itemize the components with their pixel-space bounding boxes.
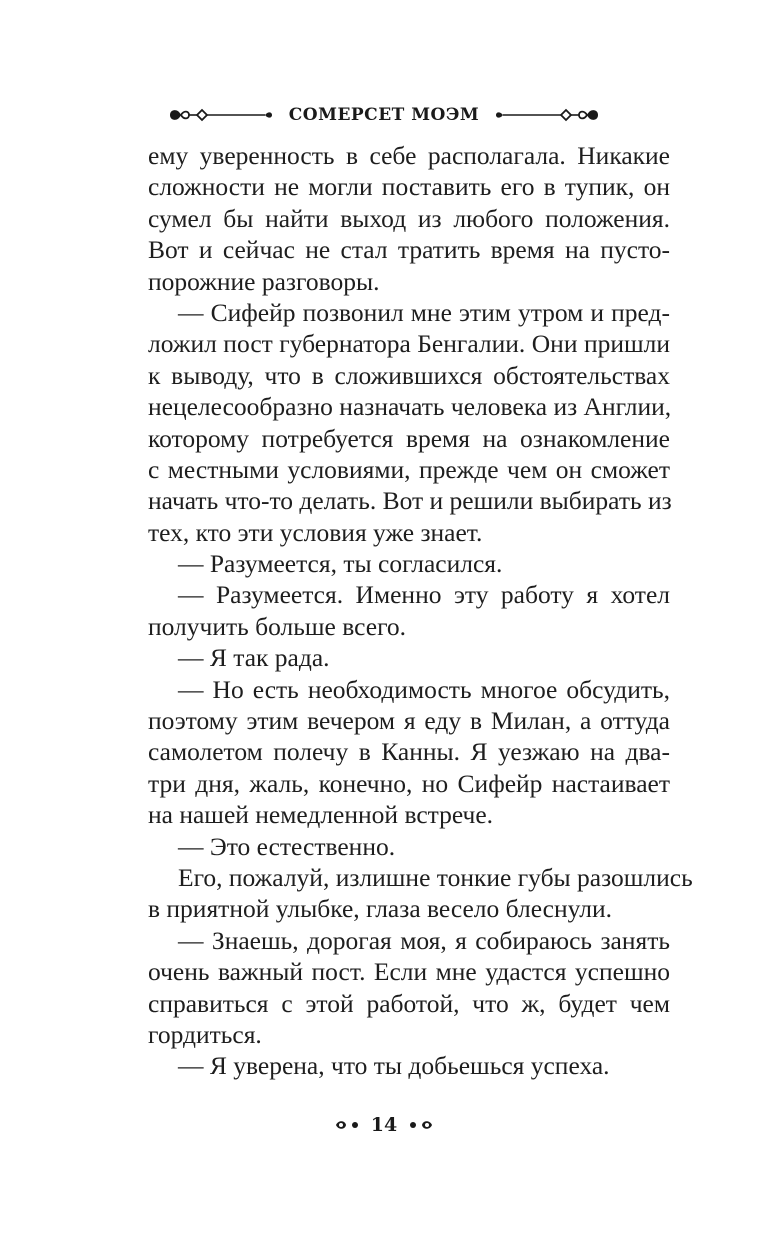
text-line: — Разумеется, ты согласился.	[178, 549, 503, 579]
text-line: справиться с этой работой, что ж, будет чем	[148, 988, 670, 1018]
text-line: — Сифейр позвонил мне этим утром и пред-	[178, 297, 670, 327]
body-text	[148, 140, 693, 1082]
text-line: нецелесообразно назначать человека из Англии,	[148, 392, 672, 422]
running-header	[0, 100, 768, 130]
text-line: очень важный пост. Если мне удастся успешно	[148, 957, 670, 987]
text-line: ложил пост губернатора Бенгалии. Они пришли	[148, 329, 670, 359]
text-line: на нашей немедленной встрече.	[148, 800, 494, 830]
text-line: к выводу, что в сложившихся обстоятельствах	[148, 360, 670, 390]
text-line: самолетом полечу в Канны. Я уезжаю на два-	[148, 737, 670, 767]
left-footer-ornament-icon	[333, 1117, 363, 1133]
text-line: Вот и сейчас не стал тратить время на пусто-	[148, 235, 670, 265]
text-line: — Разумеется. Именно эту работу я хотел	[178, 580, 670, 610]
text-line: тех, кто эти условия уже знает.	[148, 517, 483, 547]
text-line: — Я так рада.	[178, 643, 330, 673]
text-line: поэтому этим вечером я еду в Милан, а оттуда	[148, 706, 670, 736]
text-line: сумел бы найти выход из любого положения.	[148, 203, 670, 233]
text-line: ему уверенность в себе располагала. Никакие	[148, 141, 670, 170]
right-ornament-icon	[493, 105, 601, 125]
left-ornament-icon	[167, 105, 275, 125]
text-line: — Я уверена, что ты добьешься успеха.	[178, 1051, 610, 1081]
text-line: с местными условиями, прежде чем он сможет	[148, 454, 670, 484]
text-line: начать что-то делать. Вот и решили выбирать из	[148, 486, 672, 516]
text-line: — Это естественно.	[178, 831, 396, 861]
text-line: Его, пожалуй, излишне тонкие губы разошлись	[178, 862, 693, 892]
page-number: 14	[370, 1114, 398, 1136]
text-line: которому потребуется время на ознакомление	[148, 423, 670, 453]
page-footer	[0, 1110, 768, 1140]
text-line: порожние разговоры.	[148, 266, 380, 296]
running-header-author: СОМЕРСЕТ МОЭМ	[288, 105, 480, 125]
text-line: гордиться.	[148, 1019, 262, 1049]
text-line: получить больше всего.	[148, 611, 407, 641]
text-line: сложности не могли поставить его в тупик, он	[148, 172, 670, 202]
text-line: — Но есть необходимость многое обсудить,	[178, 674, 670, 704]
text-line: в приятной улыбке, глаза весело блеснули.	[148, 894, 613, 924]
text-line: три дня, жаль, конечно, но Сифейр настаивает	[148, 768, 670, 798]
right-footer-ornament-icon	[405, 1117, 435, 1133]
text-line: — Знаешь, дорогая моя, я собираюсь занять	[178, 925, 670, 955]
